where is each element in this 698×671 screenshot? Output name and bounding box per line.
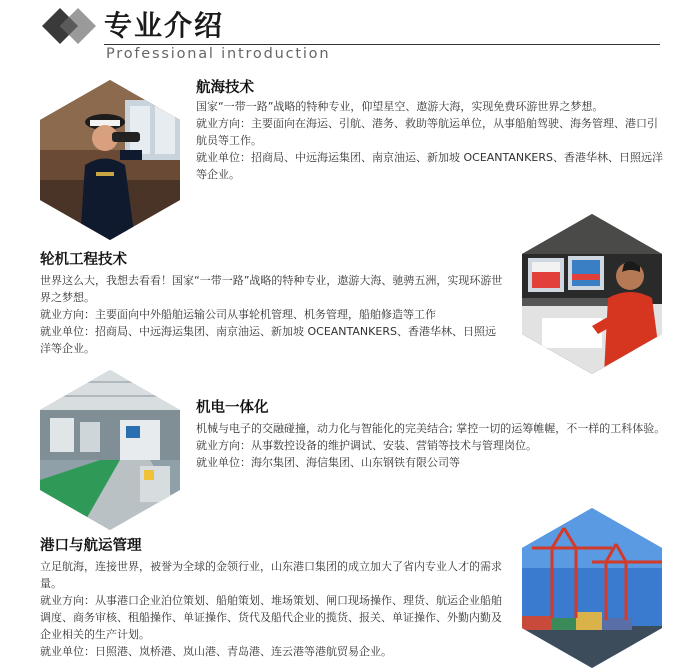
employment-direction: 就业方向：主要面向在海运、引航、港务、救助等航运单位，从事船舶驾驶、海务管理、港口引航员等工作。 [196,117,658,147]
employment-units: 就业单位：日照港、岚桥港、岚山港、青岛港、连云港等港航贸易企业。 [40,645,392,658]
employment-direction: 就业方向：从事港口企业泊位策划、船舶策划、堆场策划、闸口现场操作、理货、航运企业船舶调度、商务审核、租船操作、单证操作、货代及船代企业的揽货、报关、单证操作、外勤内勤及企业相关的生产计划。 [40,594,502,641]
page-subtitle: Professional introduction [106,46,331,62]
ship-officer-photo [40,80,180,240]
section-title-port-shipping: 港口与航运管理 [40,538,142,554]
page-title: 专业介绍 [104,9,225,42]
header-divider [104,44,660,45]
container-port-cranes-photo [522,508,662,668]
section-body-mechatronics [196,420,666,471]
section-title-navigation: 航海技术 [196,80,254,96]
section-intro: 机械与电子的交融碰撞，动力化与智能化的完美结合; 掌控一切的运筹帷幄，不一样的工科体验。 [196,422,666,435]
section-body-navigation [196,98,666,183]
section-title-mechatronics: 机电一体化 [196,400,269,416]
section-intro: 世界这么大，我想去看看！国家“一带一路”战略的特种专业，遨游大海、驰骋五洲，实现环游世界之梦想。 [40,274,503,304]
factory-workshop-photo [40,370,180,530]
section-intro: 立足航海，连接世界，被誉为全球的金领行业，山东港口集团的成立加大了省内专业人才的需求量。 [40,560,502,590]
employment-units: 就业单位：招商局、中远海运集团、南京油运、新加坡 OCEANTANKERS、香港华林、日照远洋等企业。 [196,151,663,181]
employment-direction: 就业方向：从事数控设备的维护调试、安装、营销等技术与管理岗位。 [196,439,537,452]
engine-control-room-photo [522,214,662,374]
section-intro: 国家“一带一路”战略的特种专业，仰望星空、遨游大海，实现免费环游世界之梦想。 [196,100,604,113]
employment-units: 就业单位：海尔集团、海信集团、山东钢铁有限公司等 [196,456,460,469]
section-body-port-shipping [40,558,510,660]
logo-icon [40,6,98,46]
employment-units: 就业单位：招商局、中远海运集团、南京油运、新加坡 OCEANTANKERS、香港华林、日照远洋等企业。 [40,325,496,355]
employment-direction: 就业方向：主要面向中外船舶运输公司从事轮机管理、机务管理，船舶修造等工作 [40,308,436,321]
section-title-marine-engineering: 轮机工程技术 [40,252,127,268]
section-body-marine-engineering [40,272,506,357]
